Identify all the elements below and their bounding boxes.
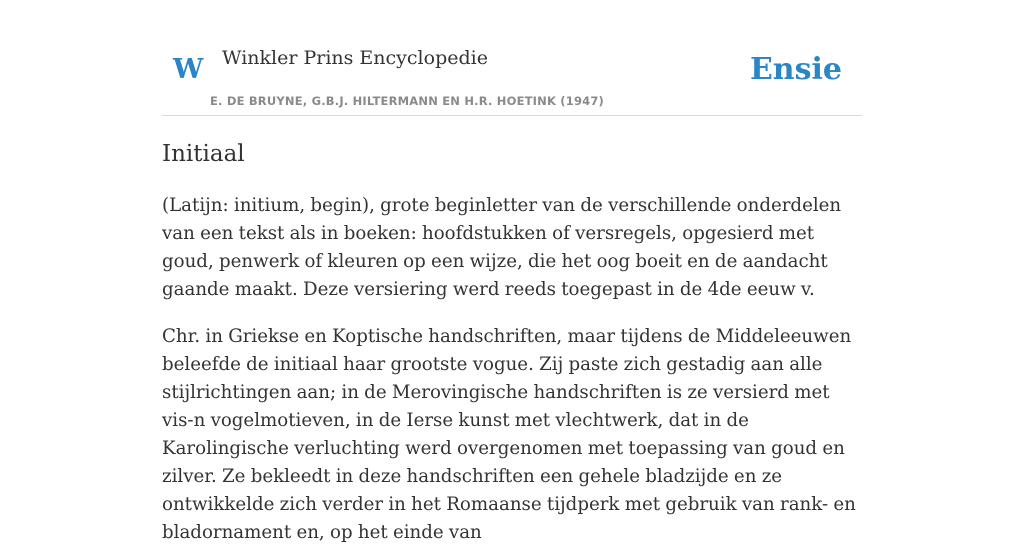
body-paragraph-1: (Latijn: initium, begin), grote beginletter van de verschillende onderdelen van een tekst als in boeken: hoofdstukken of versregels, opgesierd met goud, penwerk of kleuren op een wijze, die het oog boeit en de aandacht gaande maakt. Deze versiering werd reeds toegepast in de 4de eeuw v. — [162, 195, 842, 300]
ensie-logo[interactable]: Ensie — [749, 52, 842, 87]
site-title[interactable]: Winkler Prins Encyclopedie — [222, 47, 488, 69]
content-column — [162, 0, 862, 543]
winkler-prins-logo[interactable]: W — [173, 54, 204, 85]
site-header — [162, 0, 862, 116]
authors-line: E. DE BRUYNE, G.B.J. HILTERMANN EN H.R. HOETINK (1947) — [210, 94, 605, 108]
body-paragraph-2: Chr. in Griekse en Koptische handschriften, maar tijdens de Middeleeuwen beleefde de initiaal haar grootste vogue. Zij paste zich gestadig aan alle stijlrichtingen aan; in de Merovingische handschriften is ze versierd met vis-n vogelmotieven, in de Ierse kunst met vlechtwerk, dat in de Karolingische verluchting werd overgenomen met toepassing van goud en zilver. Ze bekleedt in deze handschriften een gehele bladzijde en ze ontwikkelde zich verder in het Romaanse tijdperk met gebruik van rank- en bladornament en, op het einde van — [162, 326, 856, 543]
entry-title: Initiaal — [162, 141, 245, 167]
